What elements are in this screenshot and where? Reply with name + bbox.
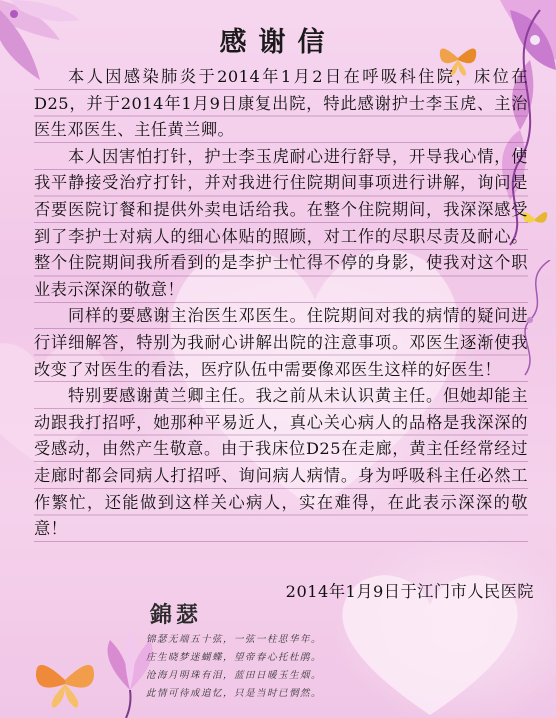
poem-line: 此情可待成追忆，只是当时已惘然。 [146,688,323,699]
poem-title: 錦瑟 [150,602,203,628]
poem-line: 庄生晓梦迷蝴蝶，望帝春心托杜鹃。 [146,652,323,663]
letter-paragraph: 同样的要感谢主治医生邓医生。住院期间对我的病情的疑问进行详细解答，特别为我耐心讲解出院的注意事项。邓医生逐渐使我改变了对医生的看法，医疗队伍中需要像邓医生这样的好医生！ [34,303,528,383]
poem-block [146,631,346,703]
poem-line: 锦瑟无端五十弦，一弦一柱思华年。 [146,634,323,645]
letter-paragraph: 本人因感染肺炎于2014年1月2日在呼吸科住院，床位在D25，并于2014年1月9日康复出院，特此感谢护士李玉虎、主治医生邓医生、主任黄兰卿。 [34,64,528,144]
letter-title: 感谢信 [219,27,337,58]
poem-line: 沧海月明珠有泪，蓝田日暖玉生烟。 [146,670,323,681]
signoff-date-place: 2014年1月9日于江门市人民医院 [285,582,534,601]
letter-body [34,64,528,543]
letter-paragraph: 本人因害怕打针，护士李玉虎耐心进行舒导，开导我心情，使我平静接受治疗打针，并对我进行住院期间事项进行讲解，询问是否要医院订餐和提供外卖电话给我。在整个住院期间，我深深感受到了李护士对病人的细心体贴的照顾，对工作的尽职尽责及耐心。整个住院期间我所看到的是李护士忙得不停的身影，使我对这个职业表示深深的敬意！ [34,144,528,304]
letter-paragraph: 特别要感谢黄兰卿主任。我之前从未认识黄主任。但她却能主动跟我打招呼，她那种平易近人，真心关心病人的品格是我深深的受感动，由然产生敬意。由于我床位D25在走廊，黄主任经常经过走廊时都会同病人打招呼、询问病人病情。身为呼吸科主任必然工作繁忙，还能做到这样关心病人，实在难得，在此表示深深的敬意！ [34,383,528,543]
